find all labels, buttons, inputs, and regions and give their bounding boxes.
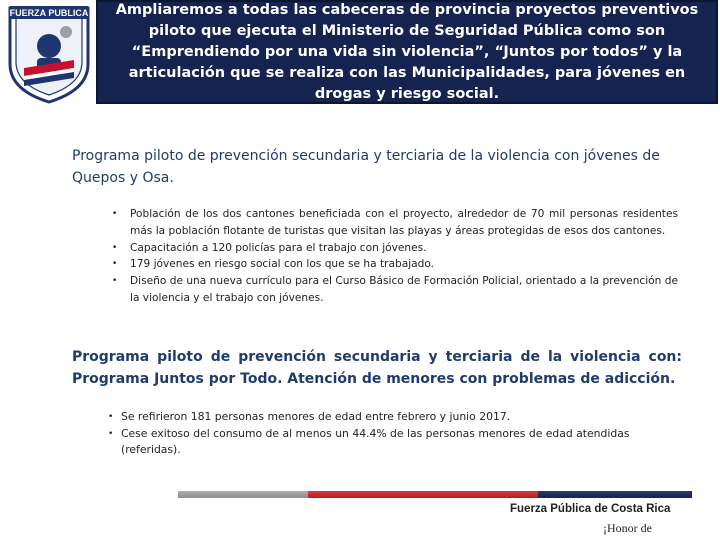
section1-title: Programa piloto de prevención secundaria y terciaria de la violencia con jóvenes de Quepos y Osa. <box>72 148 660 186</box>
footer-motto: ¡Honor de <box>603 521 652 535</box>
list-item <box>112 273 678 307</box>
section1-bullet-list <box>112 206 678 307</box>
bullet-icon: • <box>112 259 118 270</box>
section2-title-line: Programa piloto de prevención secundaria y terciaria de la violencia con: <box>72 349 682 365</box>
fuerza-publica-logo <box>4 2 94 106</box>
list-item-text: 179 jóvenes en riesgo social con los que se ha trabajado. <box>130 258 435 271</box>
bullet-icon: • <box>112 209 118 219</box>
list-item-text: Población de los dos cantones beneficiada con el proyecto, alrededor de 70 mil personas residentes más la población flotante de turistas que visitan las playas y áreas protegidas de esos dos cantones. <box>130 208 678 237</box>
list-item-text: Capacitación a 120 policías para el trabajo con jóvenes. <box>130 241 427 254</box>
footer-color-bar <box>178 491 692 498</box>
list-item <box>112 256 678 273</box>
list-item <box>112 240 678 257</box>
list-item-text: Cese exitoso del consumo de al menos un 44.4% de las personas menores de edad atendidas (referidas). <box>121 426 630 457</box>
section2-bullet-list <box>108 409 688 459</box>
bullet-icon: • <box>108 412 114 422</box>
list-item <box>108 409 688 426</box>
bullet-icon: • <box>108 428 114 439</box>
logo-top-text: FUERZA PUBLICA <box>9 8 89 18</box>
section2-title <box>72 346 682 390</box>
header-text: Ampliaremos a todas las cabeceras de provincia proyectos preventivos piloto que ejecuta el Ministerio de Seguridad Pública como son “Emprendiendo por una vida sin violencia”, “Juntos por todos” y la articulación que se realiza con las Municipalidades, para jóvenes en drogas y riesgo social. <box>115 1 699 102</box>
list-item <box>108 426 688 459</box>
list-item-text: Se refirieron 181 personas menores de edad entre febrero y junio 2017. <box>121 410 511 423</box>
footer-bar-gray-segment <box>178 491 308 498</box>
police-shield-icon <box>4 2 94 106</box>
header-banner <box>96 0 718 104</box>
list-item-text: Diseño de una nueva currículo para el Curso Básico de Formación Policial, orientado a la prevención de la violencia y el trabajo con jóvenes. <box>130 275 678 304</box>
section2-title-bold: Programa Juntos por Todo. Atención de menores con problemas de adicción. <box>72 371 676 387</box>
footer-bar-navy-segment <box>538 491 692 498</box>
list-item <box>112 206 678 240</box>
bullet-icon: • <box>112 276 118 287</box>
footer-organization: Fuerza Pública de Costa Rica <box>510 503 671 515</box>
bullet-icon: • <box>112 242 118 253</box>
footer-bar-red-segment <box>308 491 538 498</box>
